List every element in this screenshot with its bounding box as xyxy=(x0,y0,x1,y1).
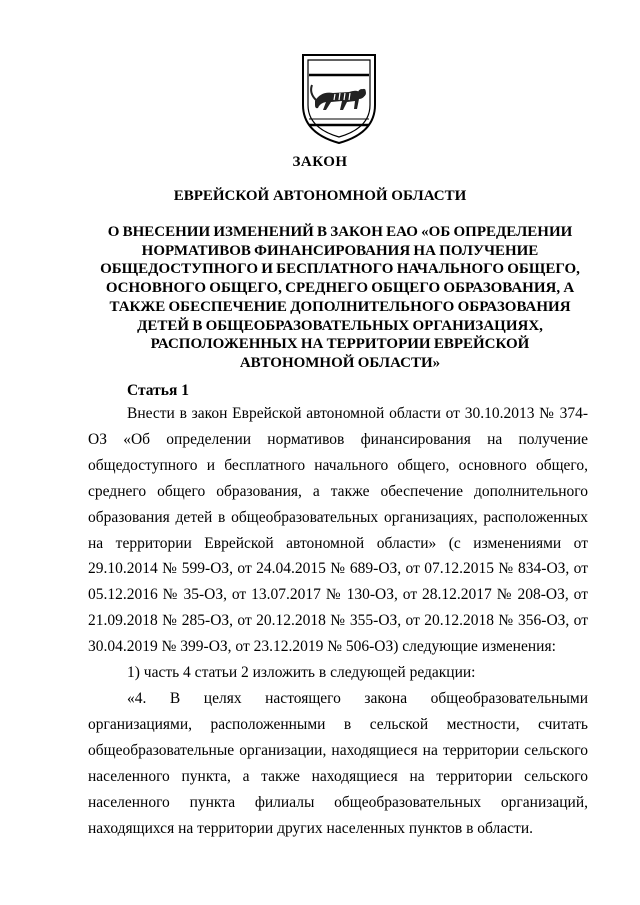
region-heading: ЕВРЕЙСКОЙ АВТОНОМНОЙ ОБЛАСТИ xyxy=(173,188,467,204)
article-paragraph: Внести в закон Еврейской автономной области от 30.10.2013 № 374-ОЗ «Об определении нормативов финансирования на получение общедоступного и бесплатного начального общего, основного общего, среднего общего образования, а также обеспечение дополнительного образования детей в общеобразовательных организациях, расположенных на территории Еврейской автономной области» (с изменениями от 29.10.2014 № 599-ОЗ, от 24.04.2015 № 689-ОЗ, от 07.12.2015 № 834-ОЗ, от 05.12.2016 № 35-ОЗ, от 13.07.2017 № 130-ОЗ, от 28.12.2017 № 208-ОЗ, от 21.09.2018 № 285-ОЗ, от 20.12.2018 № 355-ОЗ, от 20.12.2018 № 356-ОЗ, от 30.04.2019 № 399-ОЗ, от 23.12.2019 № 506-ОЗ) следующие изменения: xyxy=(88,405,588,656)
coat-of-arms-tiger-icon xyxy=(299,53,379,145)
coat-of-arms-emblem xyxy=(299,53,379,145)
document-type-heading: ЗАКОН xyxy=(292,154,348,170)
article-body xyxy=(88,401,588,841)
article-paragraph: «4. В целях настоящего закона общеобразовательными организациями, расположенными в сельской местности, считать общеобразовательные организации, находящиеся на территории сельского населенного пункта, а также находящиеся на территории сельского населенного пункта филиалы общеобразовательных организаций, находящихся на территории других населенных пунктов в области. xyxy=(88,689,588,837)
article-heading: Статья 1 xyxy=(127,382,189,399)
article-paragraph: 1) часть 4 статьи 2 изложить в следующей редакции: xyxy=(127,664,476,682)
law-title: О ВНЕСЕНИИ ИЗМЕНЕНИЙ В ЗАКОН ЕАО «ОБ ОПРЕДЕЛЕНИИ НОРМАТИВОВ ФИНАНСИРОВАНИЯ НА ПОЛУЧЕНИЕ ОБЩЕДОСТУПНОГО И БЕСПЛАТНОГО НАЧАЛЬНОГО ОБЩЕГО, ОСНОВНОГО ОБЩЕГО, СРЕДНЕГО ОБЩЕГО ОБРАЗОВАНИЯ, А ТАКЖЕ ОБЕСПЕЧЕНИЕ ДОПОЛНИТЕЛЬНОГО ОБРАЗОВАНИЯ ДЕТЕЙ В ОБЩЕОБРАЗОВАТЕЛЬНЫХ ОРГАНИЗАЦИЯХ, РАСПОЛОЖЕННЫХ НА ТЕРРИТОРИИ ЕВРЕЙСКОЙ АВТОНОМНОЙ ОБЛАСТИ» xyxy=(100,224,580,371)
